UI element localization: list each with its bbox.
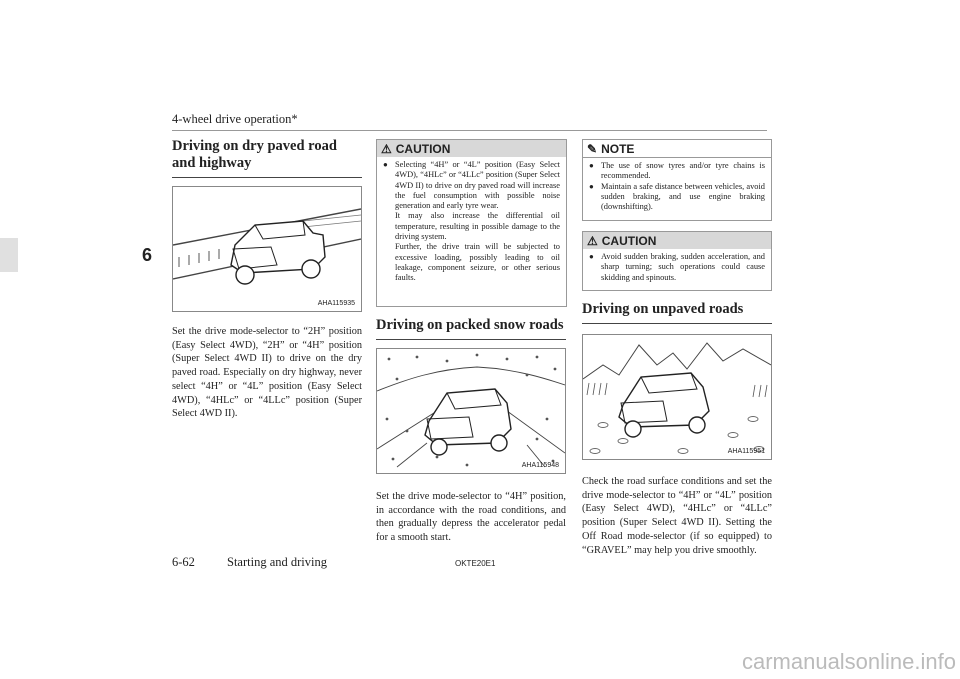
snow-road-truck-icon <box>377 349 565 473</box>
illustration-code: AHA115948 <box>521 462 559 469</box>
page-header: 4-wheel drive operation* <box>172 112 298 126</box>
illustration-snow-road <box>376 348 566 474</box>
caution-label: CAUTION <box>395 141 451 156</box>
illustration-code: AHA115951 <box>727 448 765 455</box>
illustration-code: AHA115935 <box>317 300 355 307</box>
section-title-snow-road: Driving on packed snow roads <box>376 317 566 340</box>
right-column <box>582 301 772 324</box>
note-text: Maintain a safe distance between vehicles, avoid sudden braking, and use engine braking (downshifting). <box>601 181 765 212</box>
note-box <box>582 139 772 221</box>
note-label: NOTE <box>601 141 635 156</box>
caution-body <box>583 249 771 287</box>
caution-item <box>383 160 560 284</box>
warning-triangle-icon: ⚠ <box>587 233 598 248</box>
caution-box-fuel <box>376 139 567 307</box>
caution-box-braking <box>582 231 772 291</box>
pencil-note-icon: ✎ <box>587 141 598 156</box>
caution-header <box>583 232 771 249</box>
note-item <box>589 182 765 213</box>
page-number: 6-62 <box>172 555 195 569</box>
body-text-unpaved-road: Check the road surface conditions and set the drive mode-selector to “4H” or “4L” position (Easy Select 4WD), “4HLc” or “4LLc” position (Super Select 4WD II). Setting the Off Road mode-selector (if so equipped) to “GRAVEL” may help you drive smoothly. <box>582 476 772 556</box>
unpaved-road-truck-icon <box>583 335 771 459</box>
middle-column <box>376 317 566 340</box>
section-title-unpaved-road: Driving on unpaved roads <box>582 301 772 324</box>
caution-text: Selecting “4H” or “4L” position (Easy Select 4WD), “4HLc” or “4LLc” position (Super Select 4WD II) to drive on dry paved road will increase the fuel consumption with possible noise generation and early tyre wear. It may also increase the differential oil temperature, resulting in possible damage to the driving system. Further, the drive train will be subjected to excessive loading, possibly leading to oil leakage, component seizure, or other serious faults. <box>395 160 560 283</box>
header-divider <box>172 130 767 131</box>
chapter-tab <box>0 238 18 272</box>
watermark: carmanualsonline.info <box>741 649 956 674</box>
document-code: OKTE20E1 <box>455 559 496 568</box>
bullet-icon: ● <box>589 181 594 191</box>
caution-item <box>589 252 765 283</box>
note-item <box>589 161 765 182</box>
bullet-icon: ● <box>383 160 388 169</box>
body-text-snow-road: Set the drive mode-selector to “4H” position, in accordance with the road conditions, and then gradually depress the accelerator pedal for a smooth start. <box>376 491 566 544</box>
note-header <box>583 140 771 158</box>
caution-label: CAUTION <box>601 233 657 248</box>
illustration-dry-road <box>172 186 362 312</box>
left-column <box>172 138 362 178</box>
bullet-icon: ● <box>589 161 594 170</box>
note-body <box>583 158 771 216</box>
note-text: The use of snow tyres and/or tyre chains is recommended. <box>601 161 765 181</box>
chapter-number: 6 <box>142 245 153 265</box>
caution-text: Avoid sudden braking, sudden acceleration, and sharp turning; such operations could cause skidding and spinouts. <box>601 252 765 282</box>
caution-header <box>377 140 566 157</box>
body-text-dry-road: Set the drive mode-selector to “2H” position (Easy Select 4WD), “2H” or “4H” position (Super Select 4WD II) to drive on the dry paved road. Especially on dry highway, never select “4H” or “4L” position (Easy Select 4WD), “4HLc” or “4LLc” position (Super Select 4WD II). <box>172 326 362 420</box>
illustration-unpaved-road <box>582 334 772 460</box>
dry-road-truck-icon <box>173 187 361 311</box>
footer-section: Starting and driving <box>227 555 327 569</box>
caution-body <box>377 157 566 288</box>
warning-triangle-icon: ⚠ <box>381 141 392 156</box>
bullet-icon: ● <box>589 252 594 261</box>
section-title-dry-road: Driving on dry paved road and highway <box>172 138 362 178</box>
